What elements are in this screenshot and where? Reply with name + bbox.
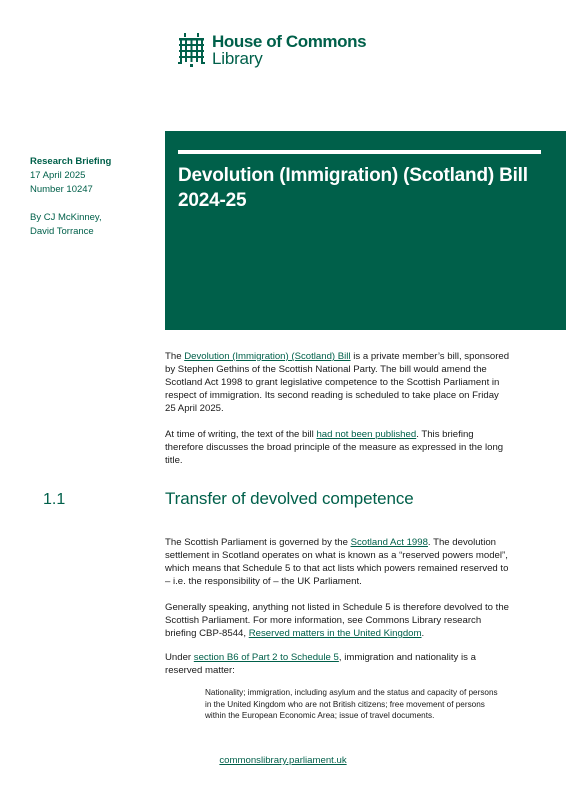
schedule-quote: Nationality; immigration, including asylum and the status and capacity of persons in the United Kingdom who are not British citizens; free movement of persons within the European Economic Area; issue of travel documents. bbox=[205, 688, 498, 720]
section-number: 1.1 bbox=[43, 491, 66, 508]
not-published-link[interactable]: had not been published bbox=[316, 429, 417, 440]
section-paragraph-3: Under section B6 of Part 2 to Schedule 5, immigration and nationality is a reserved matter: bbox=[165, 652, 476, 676]
footer bbox=[0, 755, 566, 766]
schedule-5-link[interactable]: section B6 of Part 2 to Schedule 5 bbox=[193, 652, 339, 663]
logo-title: House of Commons bbox=[212, 32, 367, 51]
briefing-type: Research Briefing bbox=[30, 156, 112, 167]
section-title: Transfer of devolved competence bbox=[165, 489, 414, 508]
intro-paragraph-2: At time of writing, the text of the bill had not been published. This briefing therefore discusses the broad principle of the measure as expressed in the long title. bbox=[165, 429, 504, 466]
house-of-commons-library-logo bbox=[178, 33, 366, 67]
title-rule bbox=[178, 150, 541, 154]
portcullis-icon bbox=[178, 33, 205, 67]
briefing-meta bbox=[30, 155, 111, 239]
briefing-authors-1: By CJ McKinney, bbox=[30, 212, 102, 223]
title-panel bbox=[165, 131, 566, 330]
section-paragraph-2: Generally speaking, anything not listed in Schedule 5 is therefore devolved to the Scottish Parliament. For more information, see Commons Library research briefing CBP-8544, Reserved matters in the United Kingdom. bbox=[165, 602, 509, 639]
briefing-number: Number 10247 bbox=[30, 184, 93, 195]
intro-paragraph-1: The Devolution (Immigration) (Scotland) Bill is a private member’s bill, sponsored by Stephen Gethins of the Scottish National Party. The bill would amend the Scotland Act 1998 to grant legislative competence to the Scottish Parliament in respect of immigration. Its second reading is scheduled to take place on Friday 25 April 2025. bbox=[165, 351, 510, 414]
bill-link[interactable]: Devolution (Immigration) (Scotland) Bill bbox=[184, 351, 351, 362]
reserved-matters-link[interactable]: Reserved matters in the United Kingdom bbox=[248, 628, 422, 639]
briefing-date: 17 April 2025 bbox=[30, 170, 86, 181]
briefing-authors-2: David Torrance bbox=[30, 226, 94, 237]
page-title: Devolution (Immigration) (Scotland) Bill 2024-25 bbox=[178, 165, 528, 211]
logo-subtitle: Library bbox=[212, 49, 263, 68]
footer-website-link[interactable]: commonslibrary.parliament.uk bbox=[219, 755, 347, 766]
scotland-act-link[interactable]: Scotland Act 1998 bbox=[350, 537, 428, 548]
section-paragraph-1: The Scottish Parliament is governed by the Scotland Act 1998. The devolution settlement in Scotland operates on what is known as a “reserved powers model”, which means that Schedule 5 to that act lists which powers remained reserved to – i.e. the responsibility of – the UK Parliament. bbox=[165, 537, 509, 587]
